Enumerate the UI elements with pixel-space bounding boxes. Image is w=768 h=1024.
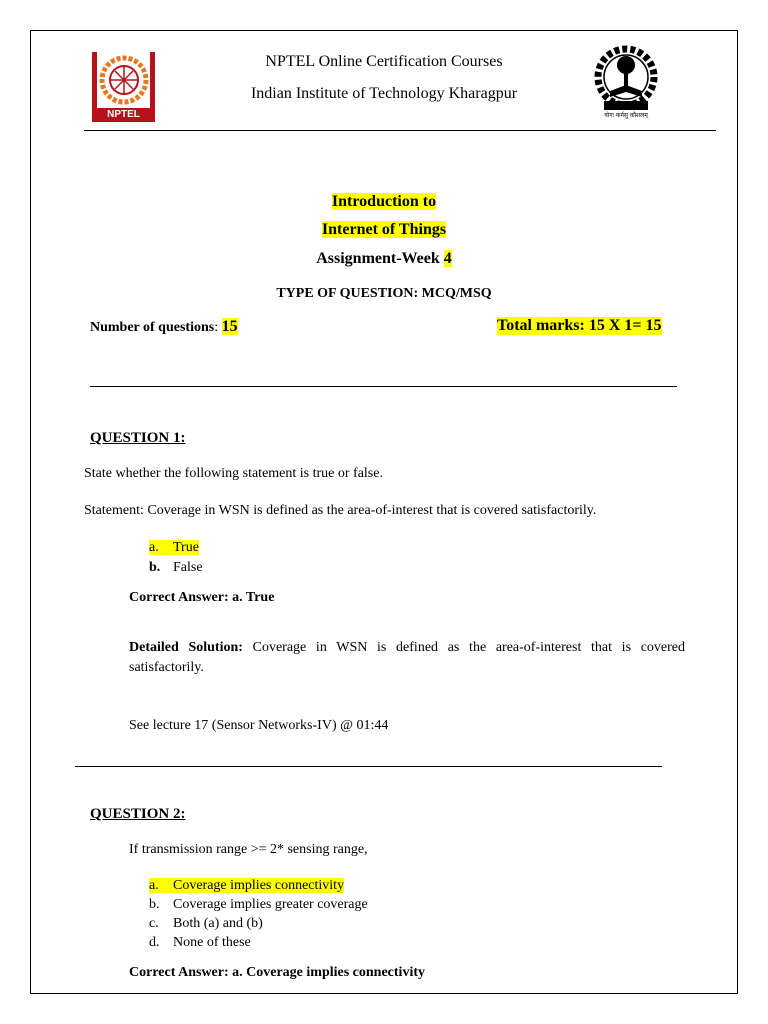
assignment-week-prefix: Assignment-Week (316, 250, 444, 267)
question-1-option-a (149, 540, 199, 556)
iit-kgp-motto: योगः कर्मसु कौशलम् (604, 112, 648, 119)
section-divider-2 (75, 766, 662, 767)
option-text: False (173, 560, 203, 575)
question-2-option-c (149, 916, 263, 932)
question-2-option-b (149, 897, 368, 913)
option-label: b. (149, 897, 160, 912)
iit-kgp-emblem-icon (594, 45, 658, 111)
solution-text: Coverage in WSN is defined as the area-of-interest that is covered satisfactorily. (129, 640, 686, 675)
num-questions-label: Number of questions (90, 320, 215, 335)
option-a-highlight (149, 540, 199, 555)
course-title-line-1 (0, 193, 768, 211)
question-type: TYPE OF QUESTION: MCQ/MSQ (276, 286, 492, 301)
question-1-solution (129, 638, 685, 678)
option-text: True (173, 540, 199, 555)
question-2-heading: QUESTION 2: (90, 806, 186, 822)
course-title-line-2 (0, 221, 768, 239)
option-label: c. (149, 916, 159, 931)
nptel-logo-label: NPTEL (107, 109, 140, 120)
header-divider (84, 130, 716, 131)
option-label: b. (149, 560, 161, 575)
option-text: None of these (173, 935, 251, 950)
option-text: Coverage implies connectivity (173, 878, 345, 893)
iit-kgp-logo (594, 45, 658, 123)
course-title-2: Internet of Things (321, 221, 447, 238)
solution-label: Detailed Solution: (129, 640, 243, 655)
assignment-week (0, 250, 768, 268)
num-questions-value: 15 (221, 318, 238, 335)
option-text: Both (a) and (b) (173, 916, 263, 931)
option-label: d. (149, 935, 160, 950)
assignment-week-number: 4 (443, 250, 452, 267)
option-text: Coverage implies greater coverage (173, 897, 368, 912)
question-2-intro: If transmission range >= 2* sensing range, (129, 842, 368, 857)
course-title-1: Introduction to (331, 193, 437, 210)
question-1-reference: See lecture 17 (Sensor Networks-IV) @ 01:44 (129, 718, 389, 733)
question-2-answer: Correct Answer: a. Coverage implies connectivity (129, 965, 425, 980)
option-a-highlight (149, 878, 344, 893)
question-1-answer: Correct Answer: a. True (129, 590, 275, 605)
option-label: a. (149, 540, 159, 555)
total-marks: Total marks: 15 X 1= 15 (497, 317, 662, 334)
number-of-questions (90, 318, 238, 336)
question-1-heading: QUESTION 1: (90, 430, 186, 446)
question-1-statement: Statement: Coverage in WSN is defined as the area-of-interest that is covered satisfactorily. (84, 503, 597, 518)
header-line-1: NPTEL Online Certification Courses (265, 53, 503, 70)
question-2-option-a (149, 878, 344, 894)
question-1-option-b (149, 560, 203, 576)
option-label: a. (149, 878, 159, 893)
header-line-2: Indian Institute of Technology Kharagpur (250, 85, 518, 102)
question-1-intro: State whether the following statement is true or false. (84, 466, 383, 481)
question-2-option-d (149, 935, 251, 951)
section-divider-1 (90, 386, 677, 387)
num-questions-sep: : (214, 320, 219, 335)
